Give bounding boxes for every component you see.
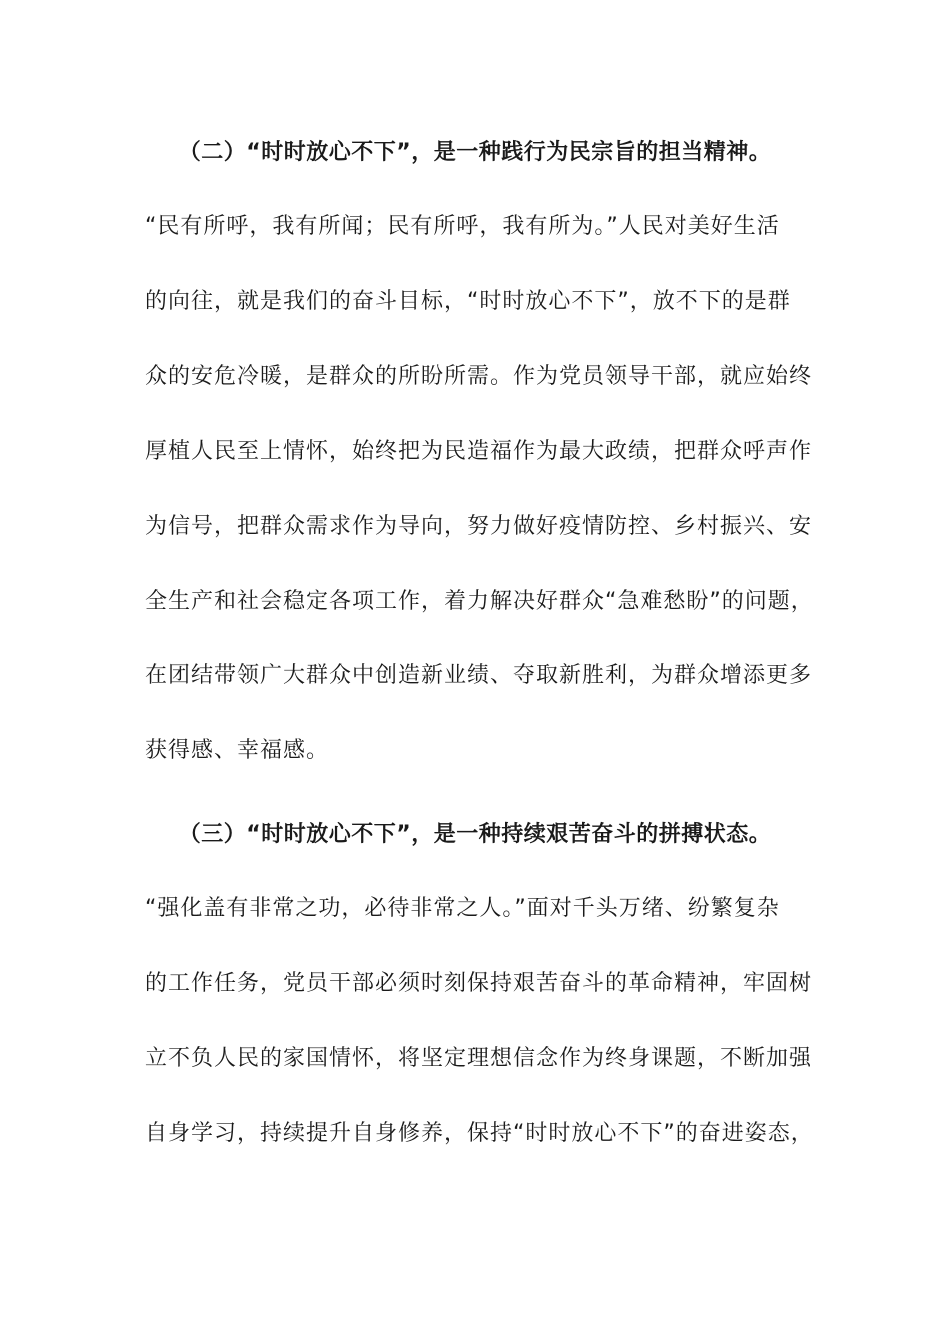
section-2-line-8: 获得感、幸福感。 — [145, 738, 330, 763]
section-2-line-6: 全生产和社会稳定各项工作，着力解决好群众“急难愁盼”的问题， — [145, 589, 814, 614]
section-3-line-4: 自身学习，持续提升自身修养，保持“时时放心不下”的奋进姿态， — [145, 1121, 814, 1146]
section-2-heading: （二）“时时放心不下”，是一种践行为民宗旨的担当精神。 — [178, 140, 772, 165]
section-3-line-1: “强化盖有非常之功，必待非常之人。”面对千头万绪、纷繁复杂 — [145, 896, 780, 921]
section-2-line-7: 在团结带领广大群众中创造新业绩、夺取新胜利，为群众增添更多 — [145, 663, 813, 688]
section-2-line-3: 众的安危冷暖，是群众的所盼所需。作为党员领导干部，就应始终 — [145, 364, 813, 389]
section-2-line-1: “民有所呼，我有所闻；民有所呼，我有所为。”人民对美好生活 — [145, 214, 780, 239]
section-3-heading: （三）“时时放心不下”，是一种持续艰苦奋斗的拼搏状态。 — [178, 822, 772, 847]
section-2-line-5: 为信号，把群众需求作为导向，努力做好疫情防控、乡村振兴、安 — [145, 514, 813, 539]
section-3-line-3: 立不负人民的家国情怀，将坚定理想信念作为终身课题，不断加强 — [145, 1046, 813, 1071]
section-2-line-2: 的向往，就是我们的奋斗目标，“时时放心不下”，放不下的是群 — [145, 289, 791, 314]
section-2-line-4: 厚植人民至上情怀，始终把为民造福作为最大政绩，把群众呼声作 — [145, 439, 813, 464]
section-3-line-2: 的工作任务，党员干部必须时刻保持艰苦奋斗的革命精神，牢固树 — [145, 971, 813, 996]
